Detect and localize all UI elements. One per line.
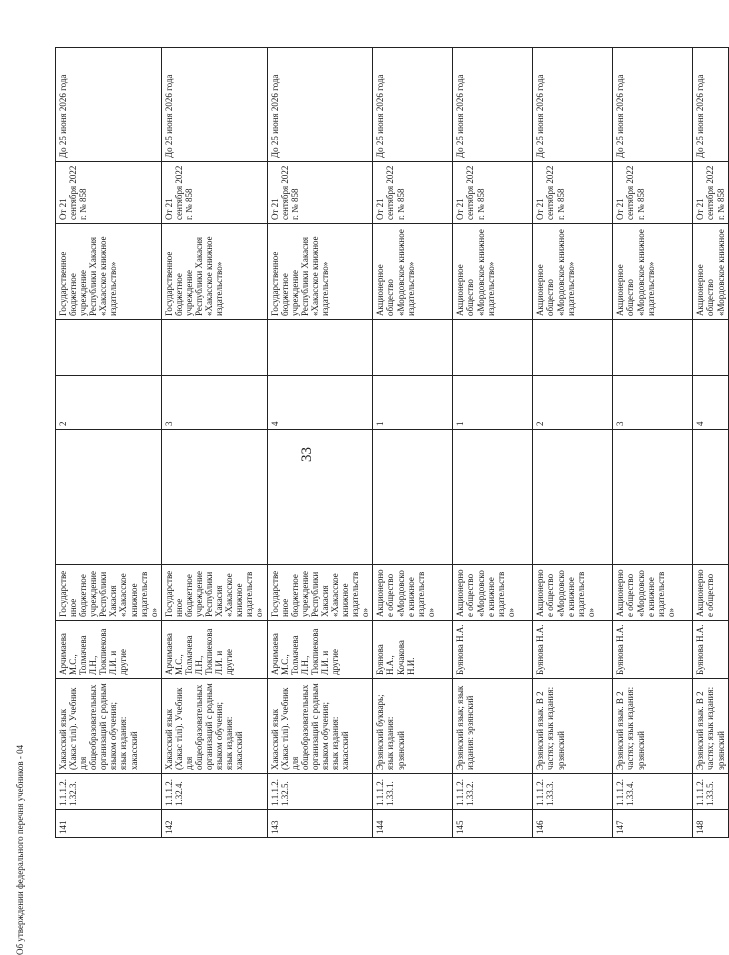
cell-publisher: Акционерное общество «Мордовское книжное издательство» — [453, 565, 533, 621]
cell-date: До 25 июня 2026 года — [533, 48, 613, 162]
table-row — [373, 48, 453, 838]
cell-order: От 21 сентября 2022 г. № 858 — [613, 162, 693, 224]
cell-n: 145 — [453, 810, 533, 838]
cell-date: До 25 июня 2026 года — [373, 48, 453, 162]
cell-n: 142 — [161, 810, 267, 838]
cell-grade: 3 — [161, 376, 267, 430]
cell-title: Эрзянский язык. В 2 частях; язык издания: эрзянский — [533, 679, 613, 774]
textbook-table — [55, 47, 729, 838]
cell-org: Акционерное общество «Мордовское книжное издательство» — [453, 224, 533, 320]
cell-publisher: Акционерное общество «Мордовское книжное издательство» — [533, 565, 613, 621]
cell-n: 148 — [693, 810, 728, 838]
cell-authors: Буянова Н.А. — [533, 621, 613, 679]
cell-grade: 4 — [693, 376, 728, 430]
table-row — [613, 48, 693, 838]
table-row — [267, 48, 373, 838]
cell-order: От 21 сентября 2022 г. № 858 — [533, 162, 613, 224]
cell-date: До 25 июня 2026 года — [613, 48, 693, 162]
cell-date: До 25 июня 2026 года — [693, 48, 728, 162]
cell-grade: 1 — [453, 376, 533, 430]
cell-n: 144 — [373, 810, 453, 838]
cell-code: 1.1.1.2.1.33.2. — [453, 774, 533, 810]
empty-cell — [613, 430, 693, 565]
cell-date: До 25 июня 2026 года — [267, 48, 373, 162]
cell-n: 146 — [533, 810, 613, 838]
cell-order: От 21 сентября 2022 г. № 858 — [267, 162, 373, 224]
cell-grade: 3 — [613, 376, 693, 430]
cell-order: От 21 сентября 2022 г. № 858 — [56, 162, 162, 224]
empty-cell — [161, 320, 267, 376]
cell-publisher: Акционерное общество «Мордовское книжное издательство» — [373, 565, 453, 621]
cell-code: 1.1.1.2.1.33.3. — [533, 774, 613, 810]
cell-title: Хакасский язык (Хакас тілі). Учебник для общеобразовательных организаций с родным языком обучения; язык издания: хакасский — [56, 679, 162, 774]
empty-cell — [56, 430, 162, 565]
empty-cell — [533, 320, 613, 376]
cell-org: Акционерное общество «Мордовское книжное издательство» — [613, 224, 693, 320]
cell-title: Хакасский язык (Хакас тілі). Учебник для общеобразовательных организаций с родным языком обучения; язык издания: хакасский — [267, 679, 373, 774]
document-sheet — [55, 48, 726, 838]
cell-org: Государственное бюджетное учреждение Республики Хакасия «Хакасское книжное издательство» — [161, 224, 267, 320]
cell-authors: Буянова Н.А. — [453, 621, 533, 679]
cell-publisher: Государственное бюджетное учреждение Республики Хакасия «Хакасское книжное издательство» — [267, 565, 373, 621]
empty-cell — [453, 430, 533, 565]
cell-title: Хакасский язык (Хакас тілі). Учебник для общеобразовательных организаций с родным языком обучения; язык издания: хакасский — [161, 679, 267, 774]
cell-title: Эрзянский букварь; язык издания: эрзянский — [373, 679, 453, 774]
cell-order: От 21 сентября 2022 г. № 858 — [161, 162, 267, 224]
cell-code: 1.1.1.2.1.33.4. — [613, 774, 693, 810]
cell-publisher: Государственное бюджетное учреждение Республики Хакасия «Хакасское книжное издательство» — [56, 565, 162, 621]
table-row — [161, 48, 267, 838]
empty-cell — [373, 430, 453, 565]
cell-org: Государственное бюджетное учреждение Республики Хакасия «Хакасское книжное издательство» — [56, 224, 162, 320]
cell-authors: Буянова Н.А. — [693, 621, 728, 679]
cell-code: 1.1.1.2.1.32.5. — [267, 774, 373, 810]
cell-grade: 2 — [533, 376, 613, 430]
cell-order: От 21 сентября 2022 г. № 858 — [693, 162, 728, 224]
empty-cell — [267, 430, 373, 565]
cell-order: От 21 сентября 2022 г. № 858 — [373, 162, 453, 224]
cell-n: 147 — [613, 810, 693, 838]
cell-title: Эрзянский язык. В 2 частях; язык издания: эрзянский — [613, 679, 693, 774]
cell-org: Государственное бюджетное учреждение Республики Хакасия «Хакасское книжное издательство» — [267, 224, 373, 320]
page-number: 33 — [299, 447, 315, 462]
cell-code: 1.1.1.2.1.32.3. — [56, 774, 162, 810]
cell-authors: Арчимаева М.С., Толмачева Л.Н., Тюкпиекова Л.И. и другие — [267, 621, 373, 679]
table-row — [453, 48, 533, 838]
table-row — [56, 48, 162, 838]
empty-cell — [161, 430, 267, 565]
cell-publisher: Акционерное общество — [693, 565, 728, 621]
empty-cell — [373, 320, 453, 376]
cell-n: 143 — [267, 810, 373, 838]
cell-code: 1.1.1.2.1.33.5. — [693, 774, 728, 810]
cell-date: До 25 июня 2026 года — [56, 48, 162, 162]
cell-n: 141 — [56, 810, 162, 838]
cell-publisher: Государственное бюджетное учреждение Республики Хакасия «Хакасское книжное издательство» — [161, 565, 267, 621]
cell-grade: 4 — [267, 376, 373, 430]
empty-cell — [267, 320, 373, 376]
cell-date: До 25 июня 2026 года — [453, 48, 533, 162]
page-footer: Об утверждении федерального перечня учебников - 04 — [15, 744, 25, 955]
cell-title: Эрзянский язык. В 2 частях; язык издания: эрзянский — [693, 679, 728, 774]
cell-org: Акционерное общество «Мордовское книжное издательство» — [373, 224, 453, 320]
table-row — [533, 48, 613, 838]
cell-code: 1.1.1.2.1.33.1. — [373, 774, 453, 810]
cell-authors: Буянова Н.А., Кочакова Н.И. — [373, 621, 453, 679]
cell-org: Акционерное общество «Мордовское книжное — [693, 224, 728, 320]
cell-authors: Арчимаева М.С., Толмачева Л.Н., Тюкпиекова Л.И. и другие — [161, 621, 267, 679]
table-row — [693, 48, 728, 838]
empty-cell — [453, 320, 533, 376]
cell-title: Эрзянский язык; язык издания: эрзянский — [453, 679, 533, 774]
empty-cell — [693, 430, 728, 565]
cell-code: 1.1.1.2.1.32.4. — [161, 774, 267, 810]
cell-authors: Арчимаева М.С., Толмачева Л.Н., Тюкпиекова Л.И. и другие — [56, 621, 162, 679]
cell-grade: 1 — [373, 376, 453, 430]
cell-date: До 25 июня 2026 года — [161, 48, 267, 162]
cell-authors: Буянова Н.А. — [613, 621, 693, 679]
empty-cell — [56, 320, 162, 376]
cell-publisher: Акционерное общество «Мордовское книжное издательство» — [613, 565, 693, 621]
empty-cell — [613, 320, 693, 376]
cell-grade: 2 — [56, 376, 162, 430]
empty-cell — [533, 430, 613, 565]
cell-order: От 21 сентября 2022 г. № 858 — [453, 162, 533, 224]
cell-org: Акционерное общество «Мордовское книжное издательство» — [533, 224, 613, 320]
empty-cell — [693, 320, 728, 376]
